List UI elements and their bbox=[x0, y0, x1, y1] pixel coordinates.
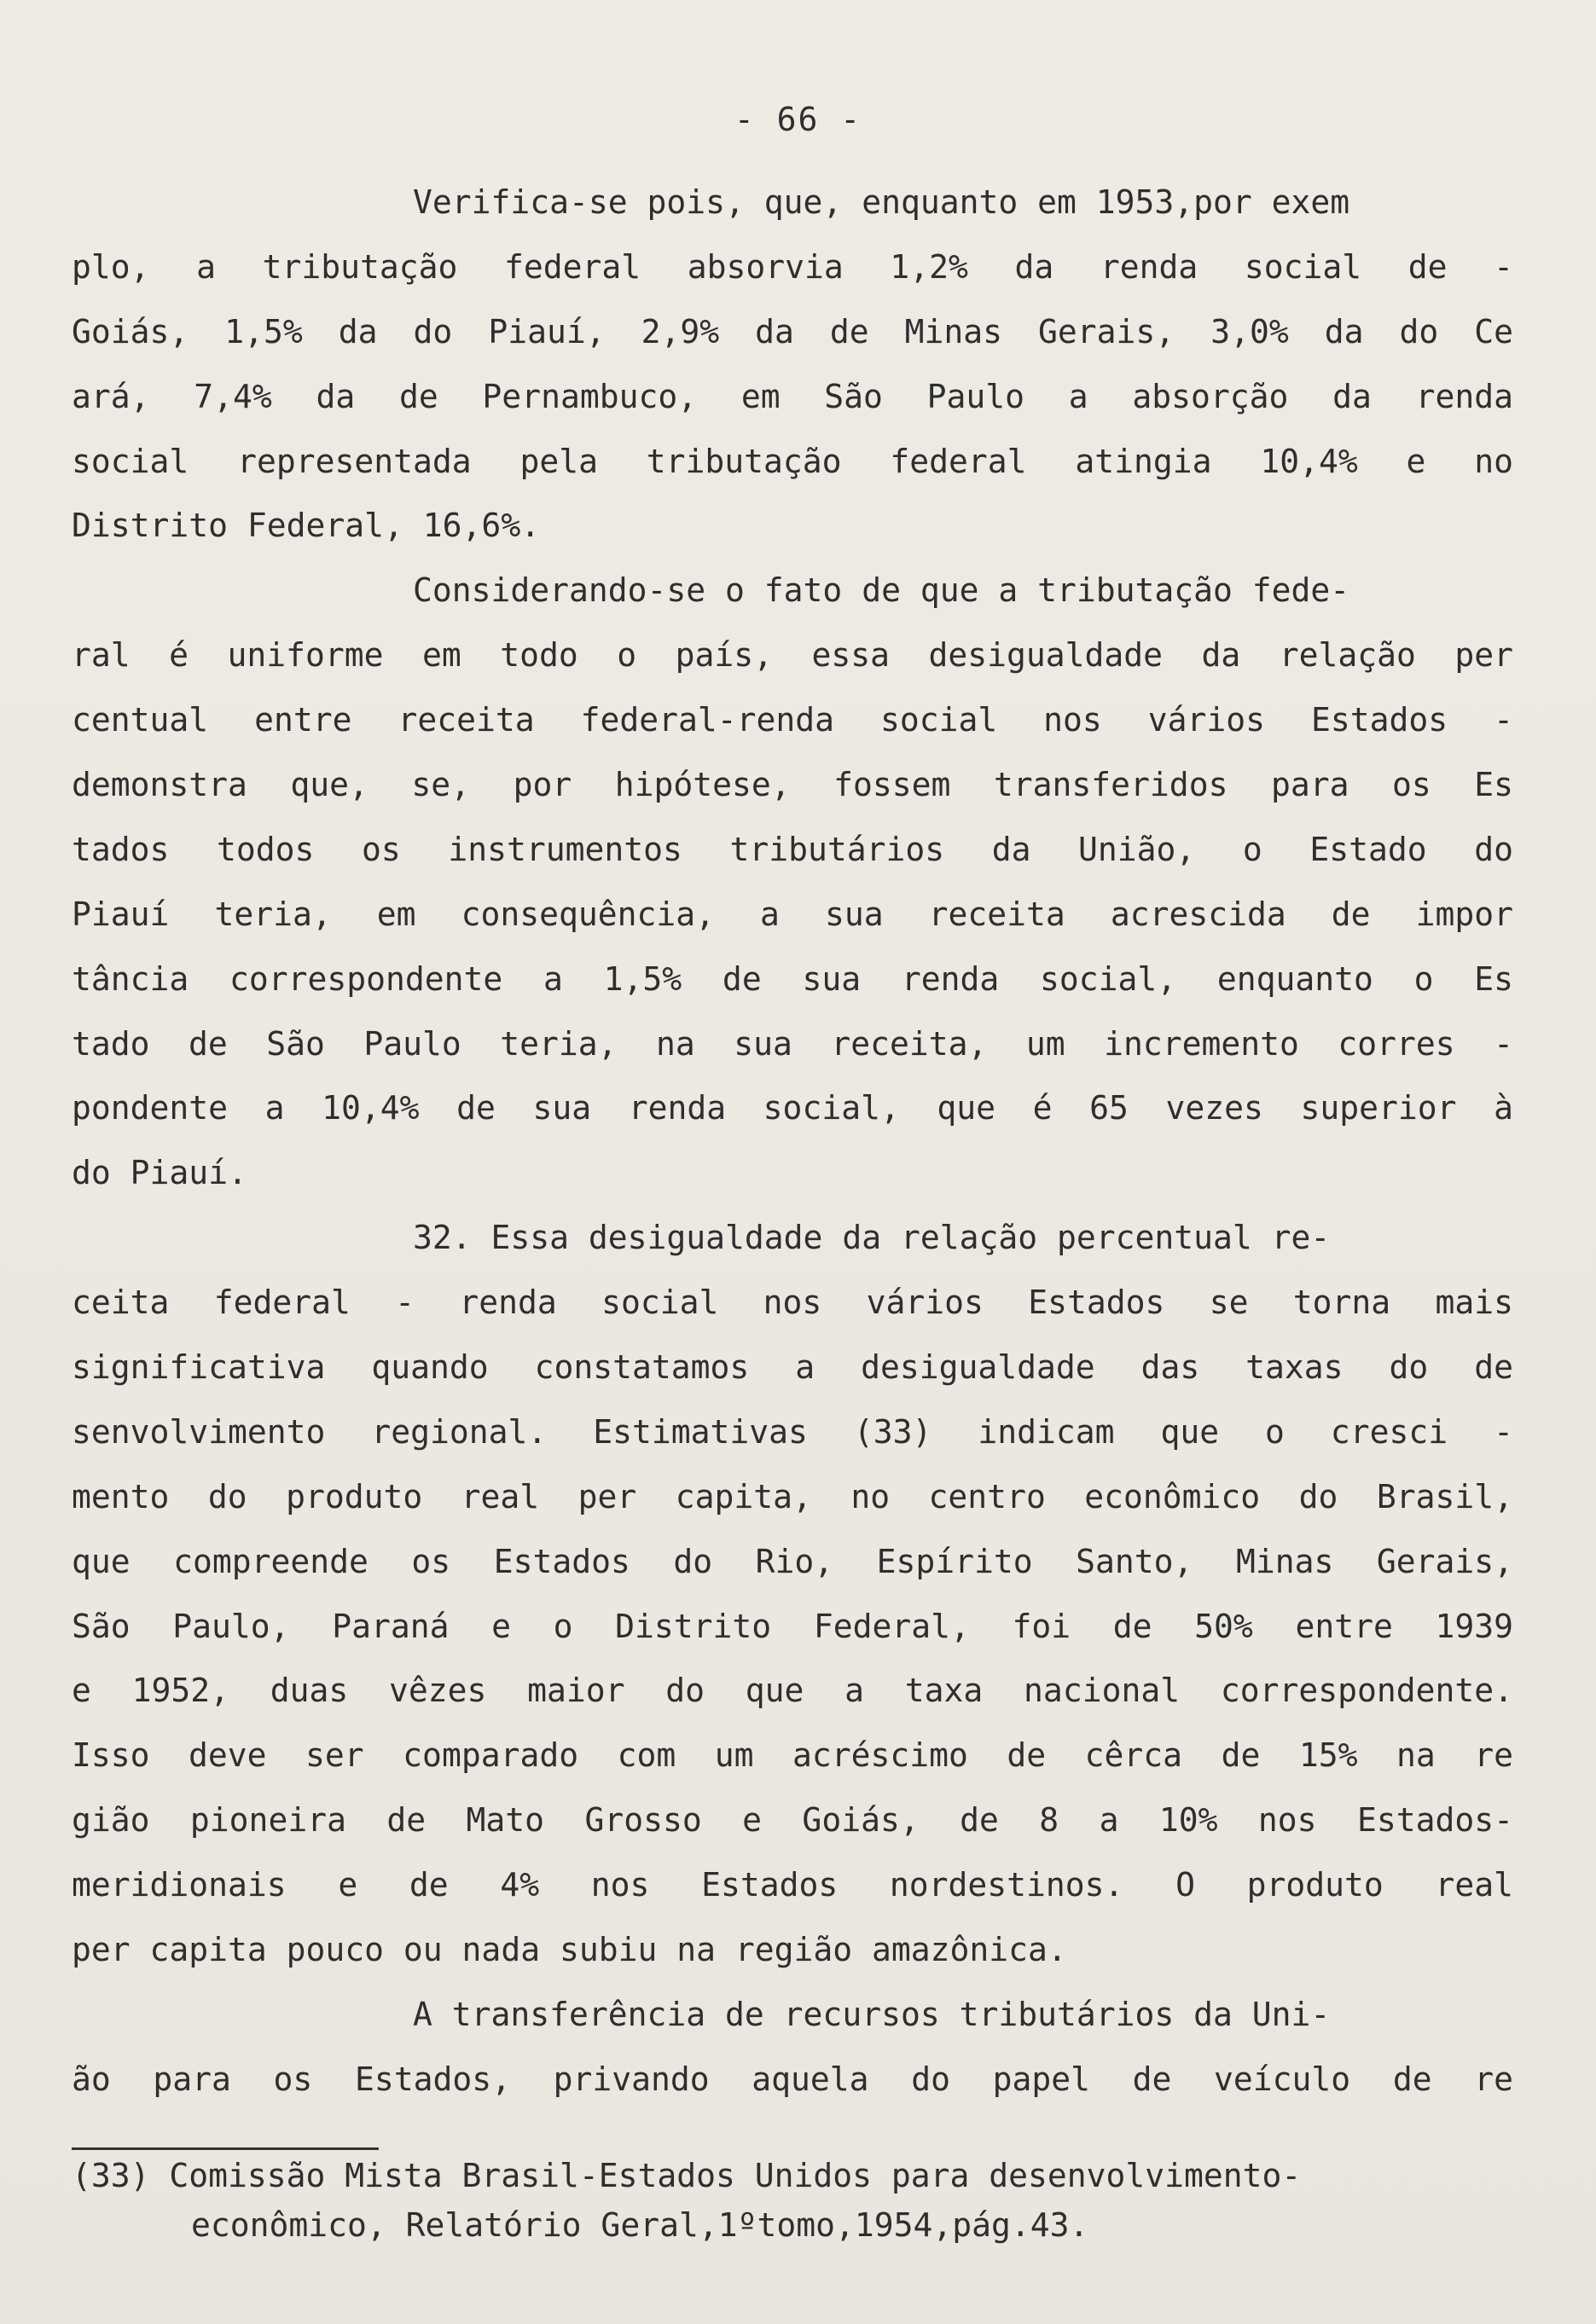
footnote-line: (33) Comissão Mista Brasil-Estados Unidos para desenvolvimento- bbox=[72, 2157, 1302, 2194]
text-line: tância correspondente a 1,5% de sua renda social, enquanto o Es bbox=[72, 959, 1513, 998]
text-line: São Paulo, Paraná e o Distrito Federal, foi de 50% entre 1939 bbox=[72, 1607, 1513, 1645]
footnote-divider bbox=[72, 2147, 379, 2150]
text-line: demonstra que, se, por hipótese, fossem transferidos para os Es bbox=[72, 766, 1513, 804]
text-line: e 1952, duas vêzes maior do que a taxa nacional correspondente. bbox=[72, 1672, 1513, 1710]
text-line: Piauí teria, em consequência, a sua receita acrescida de impor bbox=[72, 895, 1513, 933]
text-line: social representada pela tributação federal atingia 10,4% e no bbox=[72, 442, 1513, 480]
text-line: mento do produto real per capita, no centro econômico do Brasil, bbox=[72, 1477, 1513, 1516]
text-line: tado de São Paulo teria, na sua receita, um incremento corres - bbox=[72, 1024, 1513, 1063]
text-line: plo, a tributação federal absorvia 1,2% da renda social de - bbox=[72, 247, 1513, 286]
text-line: ceita federal - renda social nos vários Estados se torna mais bbox=[72, 1284, 1513, 1322]
text-line: Considerando-se o fato de que a tributação fede- bbox=[413, 571, 1350, 610]
text-line: per capita pouco ou nada subiu na região amazônica. bbox=[72, 1931, 1067, 1969]
page-number: - 66 - bbox=[734, 101, 862, 138]
text-line: que compreende os Estados do Rio, Espírito Santo, Minas Gerais, bbox=[72, 1542, 1513, 1580]
text-line: gião pioneira de Mato Grosso e Goiás, de 8 a 10% nos Estados- bbox=[72, 1801, 1513, 1840]
text-line: Isso deve ser comparado com um acréscimo de cêrca de 15% na re bbox=[72, 1736, 1513, 1775]
text-line: ral é uniforme em todo o país, essa desigualdade da relação per bbox=[72, 636, 1513, 675]
text-line: ão para os Estados, privando aquela do papel de veículo de re bbox=[72, 2060, 1513, 2098]
paragraph-1 bbox=[72, 171, 1513, 559]
text-line: centual entre receita federal-renda social nos vários Estados - bbox=[72, 701, 1513, 739]
text-line: pondente a 10,4% de sua renda social, que é 65 vezes superior à bbox=[72, 1089, 1513, 1127]
text-line: 32. Essa desigualdade da relação percentual re- bbox=[413, 1219, 1331, 1257]
footnote bbox=[72, 2151, 1522, 2250]
text-line: ará, 7,4% da de Pernambuco, em São Paulo a absorção da renda bbox=[72, 377, 1513, 415]
text-line: Verifica-se pois, que, enquanto em 1953,por exem bbox=[413, 183, 1350, 221]
text-line: Distrito Federal, 16,6%. bbox=[72, 507, 541, 545]
text-line: Goiás, 1,5% da do Piauí, 2,9% da de Minas Gerais, 3,0% da do Ce bbox=[72, 312, 1513, 351]
text-line: significativa quando constatamos a desigualdade das taxas do de bbox=[72, 1348, 1513, 1387]
paragraph-4 bbox=[72, 1983, 1513, 2112]
footnote-line: econômico, Relatório Geral,1ºtomo,1954,pág.43. bbox=[191, 2206, 1089, 2244]
paragraph-3 bbox=[72, 1206, 1513, 1983]
text-line: do Piauí. bbox=[72, 1154, 247, 1192]
text-line: tados todos os instrumentos tributários da União, o Estado do bbox=[72, 830, 1513, 868]
text-line: A transferência de recursos tributários da Uni- bbox=[413, 1995, 1331, 2033]
body-text bbox=[72, 171, 1513, 2112]
text-line: meridionais e de 4% nos Estados nordestinos. O produto real bbox=[72, 1866, 1513, 1904]
text-line: senvolvimento regional. Estimativas (33) indicam que o cresci - bbox=[72, 1412, 1513, 1451]
paragraph-2 bbox=[72, 559, 1513, 1206]
